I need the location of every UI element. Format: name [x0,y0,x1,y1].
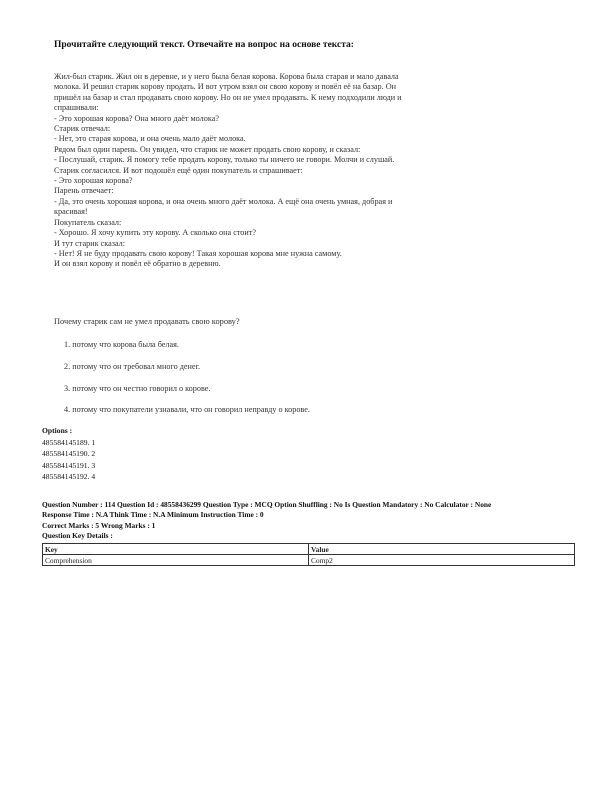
passage-line: И он взял корову и повёл её обратно в деревню. [54,259,221,269]
table-header-cell: Value [309,544,575,555]
instruction-heading: Прочитайте следующий текст. Отвечайте на вопрос на основе текста: [54,40,354,50]
passage-line: - Хорошо. Я хочу купить эту корову. А сколько она стоит? [54,228,256,238]
passage-line: спрашивали: [54,103,99,113]
passage-line: Жил-был старик. Жил он в деревне, и у него была белая корова. Корова была старая и мало давала [54,72,399,81]
option-id: 485584145192. 4 [42,472,96,482]
reading-passage [54,72,464,270]
passage-line: красивая! [54,207,88,217]
question-key-table [42,543,575,566]
table-cell: Comprehension [43,555,309,566]
answer-choice-3[interactable]: 3. потому что он честно говорил о корове. [64,384,211,393]
passage-line: Старик согласился. И вот подошёл ещё один покупатель и спрашивает: [54,165,303,175]
passage-line: Парень отвечает: [54,186,114,196]
passage-line: - Нет, это старая корова, и она очень мало даёт молока. [54,134,246,144]
options-list [42,425,95,483]
passage-line: - Нет! Я не буду продавать свою корову! Такая хорошая корова мне нужна самому. [54,248,342,258]
passage-line: Рядом был один парень. Он увидел, что старик не может продать свою корову, и сказал: [54,144,361,154]
table-cell: Comp2 [309,555,575,566]
metadata-line: Question Number : 114 Question Id : 48558436299 Question Type : MCQ Option Shuffling : No Is Question Mandatory : No Calculator : None [42,500,492,509]
option-id: 485584145191. 3 [42,460,96,470]
table-header-cell: Key [43,544,309,555]
options-title: Options : [42,426,73,435]
passage-line: - Это хорошая корова? Она много даёт молока? [54,113,219,123]
passage-line: Старик отвечал: [54,124,111,134]
answer-choice-1[interactable]: 1. потому что корова была белая. [64,340,179,349]
metadata-line: Correct Marks : 5 Wrong Marks : 1 [42,520,156,530]
table-header-row [43,544,575,555]
passage-line: пришёл на базар и стал продавать свою корову. Но он не умел продавать. К нему подходили люди и [54,92,402,102]
passage-line: И тут старик сказал: [54,238,126,248]
option-id: 485584145190. 2 [42,449,96,459]
passage-line: - Это хорошая корова? [54,176,133,186]
table-row [43,555,575,566]
metadata-line: Question Key Details : [42,530,113,540]
option-id: 485584145189. 1 [42,437,96,447]
passage-line: - Да, это очень хорошая корова, и она очень много даёт молока. А ещё она очень умная, добрая и [54,196,393,206]
answer-choice-4[interactable]: 4. потому что покупатели узнавали, что он говорил неправду о корове. [64,405,310,414]
question-text: Почему старик сам не умел продавать свою корову? [54,317,240,326]
metadata-line: Response Time : N.A Think Time : N.A Minimum Instruction Time : 0 [42,510,264,520]
passage-line: Покупатель сказал: [54,217,122,227]
answer-choice-2[interactable]: 2. потому что он требовал много денег. [64,362,201,371]
question-metadata [42,500,491,541]
passage-line: - Послушай, старик. Я помогу тебе продать корову, только ты ничего не говори. Молчи и слушай. [54,155,395,165]
passage-line: молока. И решил старик корову продать. И вот утром взял он свою корову и повёл её на базар. Он [54,82,397,92]
